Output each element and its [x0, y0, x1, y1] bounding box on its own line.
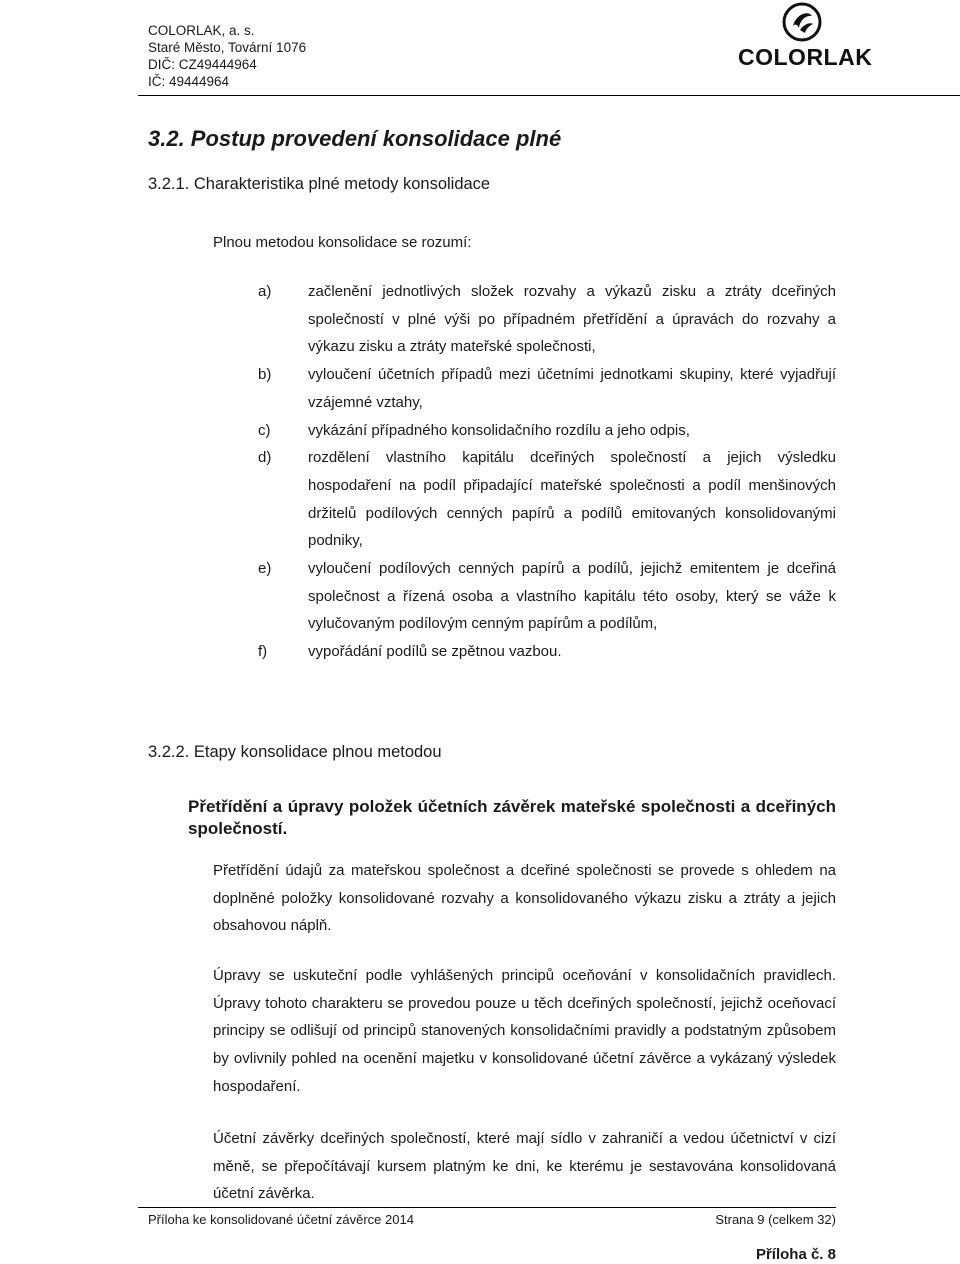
bold-subheading: Přetřídění a úpravy položek účetních závěrek mateřské společnosti a dceřiných společností.	[188, 797, 836, 838]
list-item	[258, 444, 836, 555]
logo-swirl-icon	[782, 2, 822, 42]
list-item-label: f)	[258, 643, 268, 661]
section-title: 3.2. Postup provedení konsolidace plné	[148, 126, 562, 151]
company-address: Staré Město, Tovární 1076	[148, 40, 307, 55]
list-item-text: vyloučení účetních případů mezi účetními jednotkami skupiny, které vyjadřují vzájemné vztahy,	[308, 366, 836, 411]
company-ic: IČ: 49444964	[148, 74, 230, 89]
list-item-text: rozdělení vlastního kapitálu dceřiných společností a jejich výsledku hospodaření na podíl připadající mateřské společnosti a podíl menšinových držitelů podílových cenných papírů a podílů emitovaných konsolidovanými podniky,	[308, 449, 836, 550]
list-item	[258, 417, 836, 445]
list-item	[258, 555, 836, 638]
list-item-text: vypořádání podílů se zpětnou vazbou.	[308, 643, 562, 661]
subsection-title-1: 3.2.1. Charakteristika plné metody konsolidace	[148, 175, 491, 193]
list-item-text: vyloučení podílových cenných papírů a podílů, jejichž emitentem je dceřiná společnost a řízená osoba a vlastního kapitálu této osoby, který se váže k vylučovaným podílovým cenným papírům a podílům,	[308, 560, 836, 633]
subsection-title-2: 3.2.2. Etapy konsolidace plnou metodou	[148, 743, 442, 761]
company-dic: DIČ: CZ49444964	[148, 57, 257, 72]
list-item-label: a)	[258, 283, 272, 300]
footer-page-number: Strana 9 (celkem 32)	[715, 1212, 836, 1227]
list-item	[258, 638, 836, 666]
intro-text: Plnou metodou konsolidace se rozumí:	[213, 234, 472, 251]
consolidation-list	[258, 278, 836, 666]
logo-wordmark: COLORLAK	[738, 44, 873, 70]
list-item-text: začlenění jednotlivých složek rozvahy a výkazů zisku a ztráty dceřiných společností v plné výši po případném přetřídění a úpravách do rozvahy a výkazu zisku a ztráty mateřské společnosti,	[308, 283, 836, 356]
footer-divider	[138, 1207, 836, 1208]
list-item	[258, 278, 836, 361]
list-item-label: d)	[258, 449, 272, 467]
footer-document-title: Příloha ke konsolidované účetní závěrce 2014	[148, 1212, 414, 1227]
paragraph-adjustments: Úpravy se uskuteční podle vyhlášených principů oceňování v konsolidačních pravidlech. Úpravy tohoto charakteru se provedou pouze u těch dceřiných společností, jejichž oceňovací principy se odlišují od principů stanovených konsolidačními pravidly a podstatným způsobem by ovlivnily pohled na ocenění majetku v konsolidované účetní závěrce a vykázaný výsledek hospodaření.	[213, 967, 836, 1095]
colorlak-logo	[738, 2, 873, 72]
paragraph-foreign-currency: Účetní závěrky dceřiných společností, které mají sídlo v zahraničí a vedou účetnictví v cizí měně, se přepočítávají kursem platným ke dni, ke kterému je sestavována konsolidovaná účetní závěrka.	[213, 1130, 836, 1203]
appendix-label: Příloha č. 8	[755, 1246, 836, 1263]
list-item-text: vykázání případného konsolidačního rozdílu a jeho odpis,	[308, 421, 690, 439]
list-item	[258, 361, 836, 416]
list-item-label: e)	[258, 560, 272, 578]
list-item-label: b)	[258, 366, 272, 384]
company-name: COLORLAK, a. s.	[148, 23, 255, 38]
paragraph-reclassification: Přetřídění údajů za mateřskou společnost a dceřiné společnosti se provede s ohledem na doplněné položky konsolidované rozvahy a konsolidovaného výkazu zisku a ztráty a jejich obsahovou náplň.	[213, 862, 836, 935]
company-address-block	[148, 22, 306, 90]
header-divider	[138, 95, 960, 96]
list-item-label: c)	[258, 421, 271, 439]
